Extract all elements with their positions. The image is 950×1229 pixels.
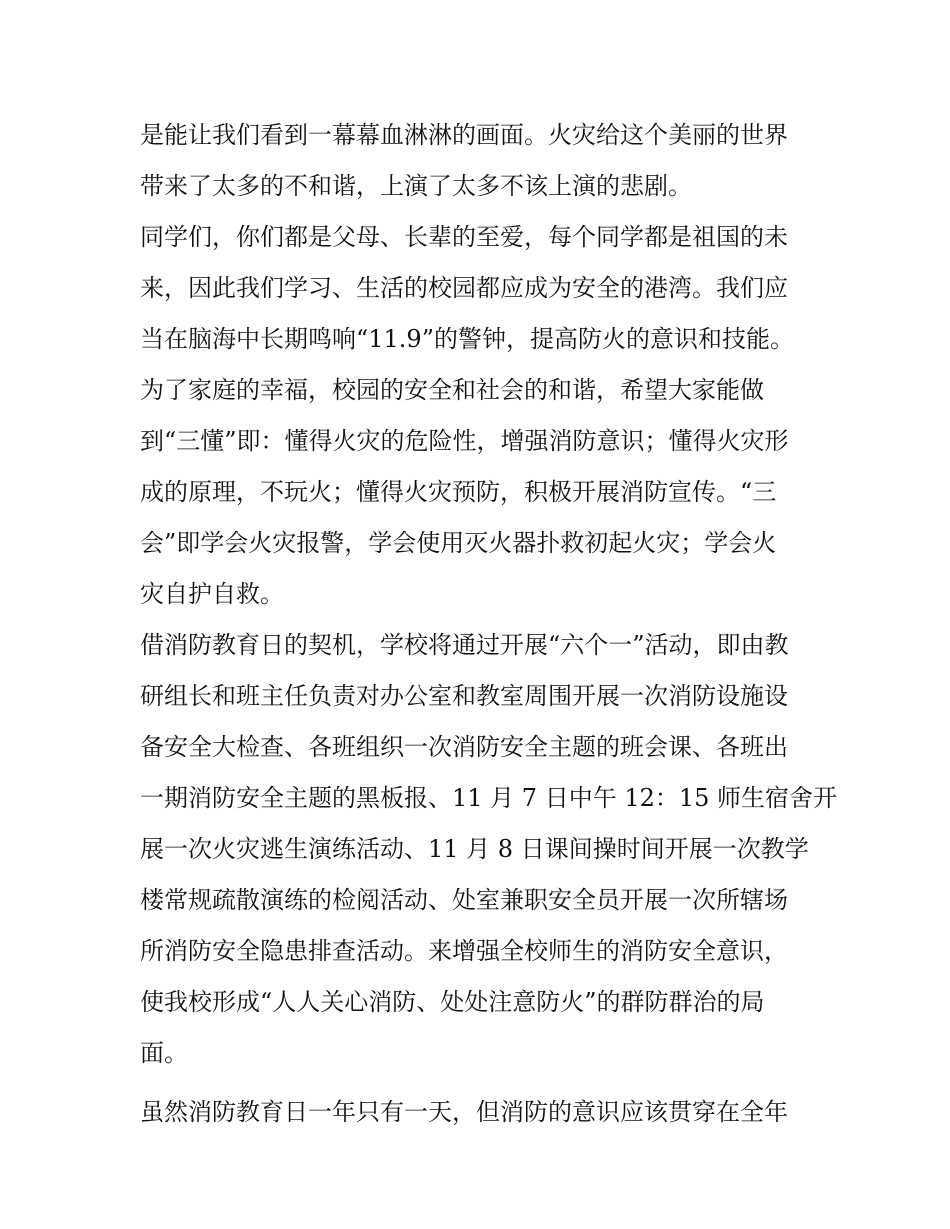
paragraph-4: [140, 620, 838, 1079]
text-line: 面。: [140, 1039, 188, 1067]
text-line: 到“三懂”即：懂得火灾的危险性，增强消防意识；懂得火灾形: [140, 427, 789, 455]
paragraph-1: [140, 110, 820, 212]
paragraph-5: [140, 1087, 820, 1138]
text-line: 同学们，你们都是父母、长辈的至爱，每个同学都是祖国的未: [140, 223, 788, 251]
text-line: 所消防安全隐患排查活动。来增强全校师生的消防安全意识，: [140, 937, 788, 965]
text-line: 为了家庭的幸福，校园的安全和社会的和谐，希望大家能做: [140, 376, 764, 404]
text-line: 楼常规疏散演练的检阅活动、处室兼职安全员开展一次所辖场: [140, 886, 788, 914]
paragraph-3: [140, 365, 820, 620]
text-line: 研组长和班主任负责对办公室和教室周围开展一次消防设施设: [140, 682, 788, 710]
text-line: 灾自护自救。: [140, 580, 284, 608]
text-line: 备安全大检查、各班组织一次消防安全主题的班会课、各班出: [140, 733, 788, 761]
paragraph-2: [140, 212, 820, 365]
text-line: 借消防教育日的契机，学校将通过开展“六个一”活动，即由教: [140, 631, 789, 659]
text-line: 是能让我们看到一幕幕血淋淋的画面。火灾给这个美丽的世界: [140, 121, 788, 149]
text-line: 来，因此我们学习、生活的校园都应成为安全的港湾。我们应: [140, 274, 788, 302]
text-line: 成的原理，不玩火；懂得火灾预防，积极开展消防宣传。“三: [140, 478, 777, 506]
text-line: 一期消防安全主题的黑板报、11 月 7 日中午 12：15 师生宿舍开: [140, 784, 838, 812]
text-line: 带来了太多的不和谐，上演了太多不该上演的悲剧。: [140, 172, 692, 200]
text-line: 展一次火灾逃生演练活动、11 月 8 日课间操时间开展一次教学: [140, 835, 809, 863]
text-line: 使我校形成“人人关心消防、处处注意防火”的群防群治的局: [140, 988, 765, 1016]
text-line: 会”即学会火灾报警，学会使用灭火器扑救初起火灾；学会火: [140, 529, 777, 557]
text-line: 当在脑海中长期鸣响“11.9”的警钟，提高防火的意识和技能。: [140, 325, 794, 353]
text-line: 虽然消防教育日一年只有一天，但消防的意识应该贯穿在全年: [140, 1098, 788, 1126]
document-body: [140, 110, 838, 1138]
